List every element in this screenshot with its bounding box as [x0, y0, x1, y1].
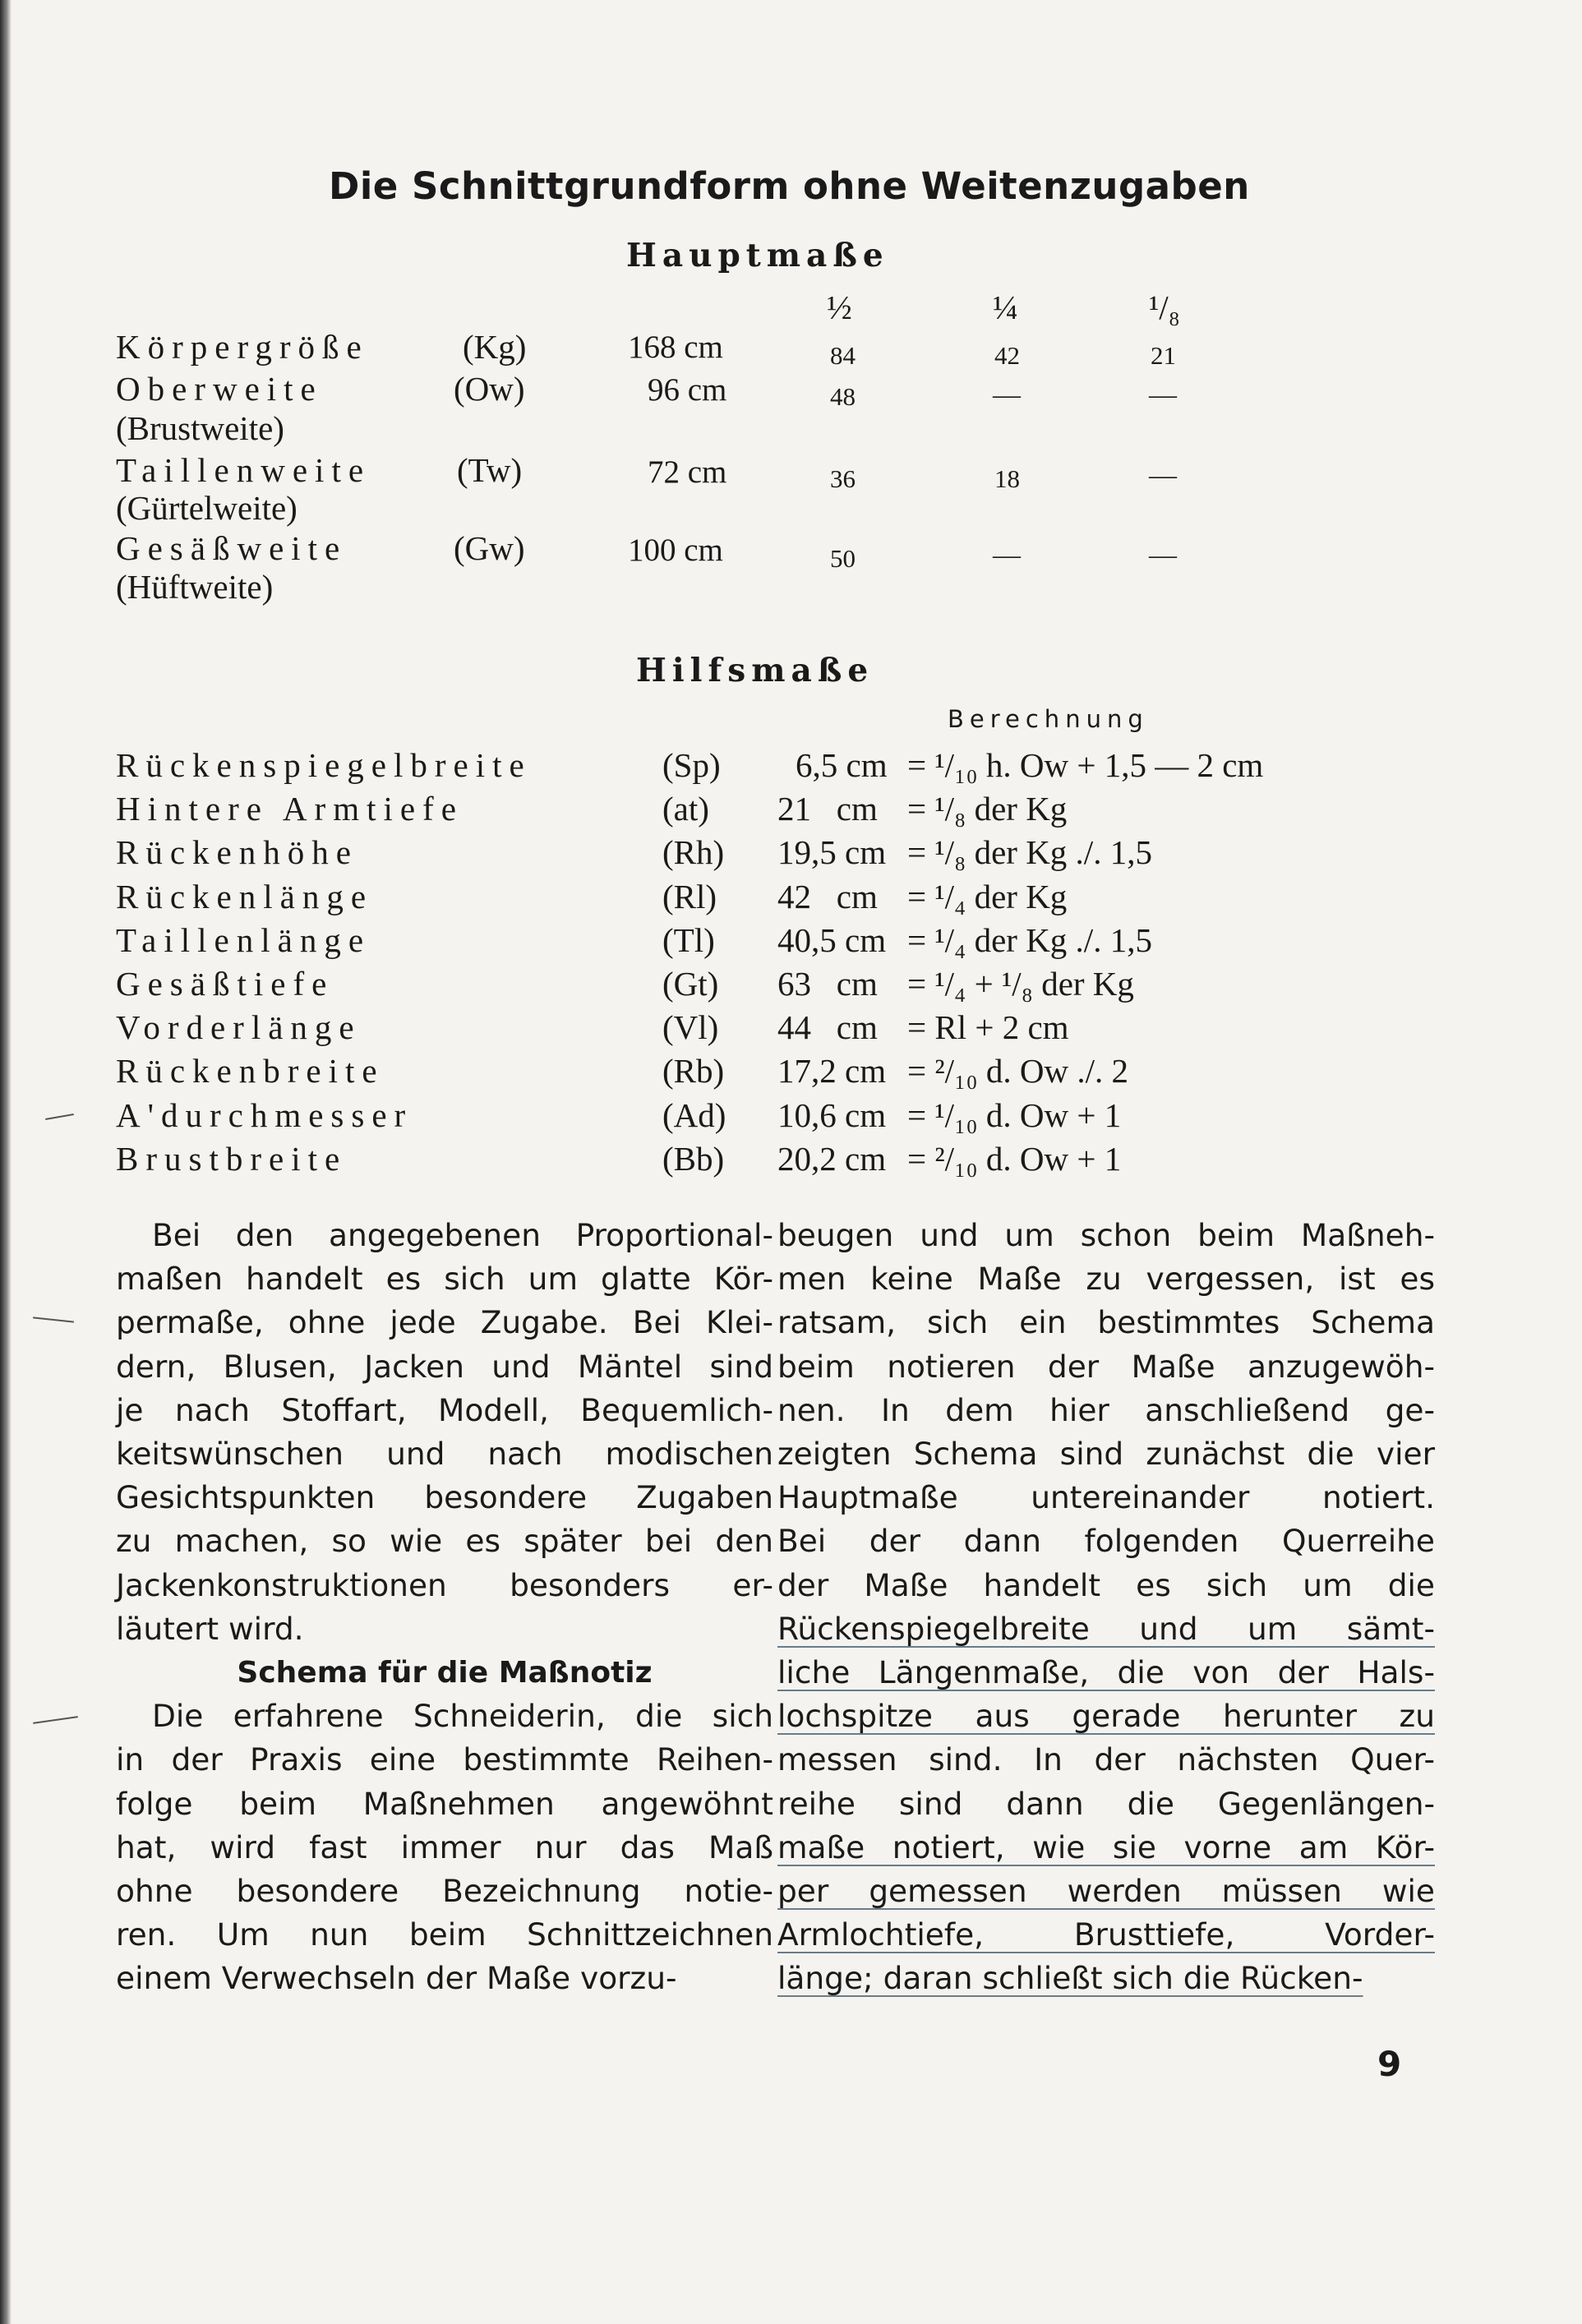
- text-line: keitswünschen und nach modischen: [116, 1436, 773, 1473]
- hilfs-row-name: Rückenhöhe: [116, 833, 358, 872]
- text-line: liche Längenmaße, die von der Hals-: [777, 1654, 1435, 1691]
- fraction-header-half: ½: [827, 288, 852, 326]
- text-line: Rückenspiegelbreite und um sämt-: [777, 1610, 1435, 1647]
- hilfs-row-abbr: (Sp): [662, 746, 721, 784]
- hilfs-row-abbr: (Rb): [662, 1052, 725, 1091]
- hilfs-row-calc: = ¹/₁₀ h. Ow + 1,5 — 2 cm: [907, 746, 1264, 784]
- section-heading: Schema für die Maßnotiz: [237, 1656, 653, 1690]
- text-line: Armlochtiefe, Brusttiefe, Vorder-: [777, 1916, 1435, 1953]
- text-line: in der Praxis eine bestimmte Reihen-: [116, 1741, 773, 1778]
- haupt-row-quarter: —: [993, 540, 1021, 570]
- haupt-row-name: Oberweite: [116, 370, 323, 408]
- haupt-row-value: 168 cm: [628, 330, 723, 365]
- hilfs-row-calc: = ¹/₄ der Kg: [907, 877, 1068, 915]
- hauptmasse-heading: Hauptmaße: [626, 237, 889, 274]
- text-line: dern, Blusen, Jacken und Mäntel sind: [116, 1348, 773, 1385]
- hilfs-row-abbr: (Tl): [662, 920, 715, 959]
- haupt-row-half: 48: [830, 382, 856, 411]
- text-line: maßen handelt es sich um glatte Kör-: [116, 1261, 773, 1298]
- page-title: Die Schnittgrundform ohne Weitenzugaben: [329, 164, 1250, 208]
- hilfs-row-calc: = ²/₁₀ d. Ow ./. 2: [907, 1052, 1129, 1091]
- text-line: Jackenkonstruktionen besonders er-: [116, 1566, 773, 1603]
- hilfs-row-name: A'durchmesser: [116, 1095, 413, 1134]
- text-line: lochspitze aus gerade herunter zu: [777, 1698, 1435, 1735]
- hilfs-row-abbr: (Gt): [662, 965, 719, 1003]
- paragraph-proportional: [116, 1214, 773, 1651]
- hilfs-row-abbr: (Vl): [662, 1008, 719, 1047]
- hilfs-row-name: Rückenspiegelbreite: [116, 746, 532, 784]
- hilfs-row-name: Brustbreite: [116, 1139, 348, 1178]
- text-line: Bei der dann folgenden Querreihe: [777, 1523, 1435, 1560]
- paragraph-schema: [777, 1214, 1435, 2001]
- text-line: der Maße handelt es sich um die: [777, 1566, 1435, 1603]
- hilfs-row-name: Hintere Armtiefe: [116, 790, 464, 828]
- text-line: ren. Um nun beim Schnittzeichnen: [116, 1916, 773, 1953]
- hilfs-row-value: 40,5 cm: [777, 920, 887, 959]
- haupt-row-abbr: (Gw): [454, 529, 525, 567]
- haupt-row-name: Taillenweite: [116, 451, 371, 489]
- haupt-row-sub: (Brustweite): [116, 409, 284, 447]
- text-line: einem Verwechseln der Maße vorzu-: [116, 1960, 677, 1997]
- fraction-header-eighth: ¹/₈: [1149, 288, 1180, 326]
- haupt-row-eighth: —: [1149, 380, 1177, 410]
- text-line: maße notiert, wie sie vorne am Kör-: [777, 1828, 1435, 1865]
- haupt-row-eighth: —: [1149, 540, 1177, 570]
- haupt-row-sub: (Gürtelweite): [116, 489, 297, 527]
- text-line: Die erfahrene Schneiderin, die sich: [152, 1698, 773, 1735]
- hilfs-row-calc: = ¹/₁₀ d. Ow + 1: [907, 1095, 1122, 1134]
- hilfs-row-abbr: (at): [662, 790, 709, 828]
- hilfs-row-abbr: (Bb): [662, 1139, 725, 1178]
- haupt-row-abbr: (Tw): [457, 451, 523, 489]
- text-line: beim notieren der Maße anzugewöh-: [777, 1348, 1435, 1385]
- margin-mark: [33, 1316, 74, 1322]
- margin-mark: [33, 1716, 78, 1724]
- haupt-row-quarter: 42: [994, 341, 1020, 370]
- haupt-row-eighth: —: [1149, 460, 1177, 491]
- text-line: Bei den angegebenen Proportional-: [152, 1217, 773, 1253]
- hilfs-row-value: 42 cm: [777, 877, 878, 915]
- text-line: beugen und um schon beim Maßneh-: [777, 1217, 1435, 1253]
- haupt-row-value: 96 cm: [648, 372, 727, 408]
- hilfs-row-calc: = ¹/₄ der Kg ./. 1,5: [907, 920, 1152, 959]
- hilfs-row-name: Rückenbreite: [116, 1052, 385, 1091]
- hilfsmasse-heading: Hilfsmaße: [636, 652, 874, 689]
- haupt-row-quarter: 18: [994, 464, 1020, 493]
- haupt-row-quarter: —: [993, 380, 1021, 410]
- haupt-row-half: 84: [830, 341, 856, 370]
- text-line: Hauptmaße untereinander notiert.: [777, 1479, 1435, 1516]
- text-line: ratsam, sich ein bestimmtes Schema: [777, 1304, 1435, 1341]
- hilfs-row-name: Vorderlänge: [116, 1008, 362, 1047]
- hilfs-row-name: Gesäßtiefe: [116, 965, 334, 1003]
- text-line: messen sind. In der nächsten Quer-: [777, 1741, 1435, 1778]
- fraction-header-quarter: ¼: [993, 288, 1018, 326]
- hilfs-row-calc: = Rl + 2 cm: [907, 1008, 1069, 1047]
- text-line: nen. In dem hier anschließend ge-: [777, 1391, 1435, 1428]
- haupt-row-eighth: 21: [1151, 341, 1176, 370]
- text-line: hat, wird fast immer nur das Maß: [116, 1828, 773, 1865]
- text-line: läutert wird.: [116, 1610, 304, 1647]
- margin-mark: [45, 1114, 74, 1120]
- hilfs-row-value: 20,2 cm: [777, 1139, 887, 1178]
- left-text-column: [116, 1214, 773, 2001]
- hilfs-row-value: 10,6 cm: [777, 1095, 887, 1134]
- haupt-row-value: 100 cm: [628, 533, 723, 568]
- text-line: je nach Stoffart, Modell, Bequemlich-: [116, 1391, 773, 1428]
- hilfs-row-calc: = ¹/₈ der Kg ./. 1,5: [907, 833, 1152, 872]
- haupt-row-abbr: (Ow): [454, 370, 525, 408]
- text-line: länge; daran schließt sich die Rücken-: [777, 1960, 1363, 1997]
- text-line: zeigten Schema sind zunächst die vier: [777, 1436, 1435, 1473]
- haupt-row-abbr: (Kg): [463, 328, 527, 366]
- haupt-row-half: 50: [830, 544, 856, 573]
- hilfs-row-calc: = ¹/₄ + ¹/₈ der Kg: [907, 965, 1134, 1003]
- hilfs-row-name: Rückenlänge: [116, 877, 374, 915]
- hilfs-row-calc: = ²/₁₀ d. Ow + 1: [907, 1139, 1122, 1178]
- hilfs-row-abbr: (Rl): [662, 877, 717, 915]
- hilfs-row-value: 21 cm: [777, 790, 878, 828]
- hilfs-row-value: 63 cm: [777, 965, 878, 1003]
- hilfs-row-value: 17,2 cm: [777, 1052, 887, 1091]
- hilfs-row-name: Taillenlänge: [116, 920, 371, 959]
- text-line: reihe sind dann die Gegenlängen-: [777, 1785, 1435, 1822]
- book-spine-shadow: [0, 0, 12, 2324]
- paragraph-schneiderin: [116, 1695, 773, 2000]
- hilfs-row-value: 44 cm: [777, 1008, 878, 1047]
- hilfs-row-value: 6,5 cm: [796, 746, 888, 784]
- text-line: men keine Maße zu vergessen, ist es: [777, 1261, 1435, 1298]
- hilfs-row-value: 19,5 cm: [777, 833, 887, 872]
- text-line: Gesichtspunkten besondere Zugaben: [116, 1479, 773, 1516]
- haupt-row-name: Gesäßweite: [116, 529, 348, 567]
- haupt-row-half: 36: [830, 464, 856, 493]
- hilfs-row-calc: = ¹/₈ der Kg: [907, 790, 1068, 828]
- text-line: ohne besondere Bezeichnung notie-: [116, 1873, 773, 1910]
- haupt-row-value: 72 cm: [648, 454, 727, 490]
- calc-column-header: Berechnung: [948, 705, 1149, 733]
- text-line: zu machen, so wie es später bei den: [116, 1523, 773, 1560]
- text-line: permaße, ohne jede Zugabe. Bei Klei-: [116, 1304, 773, 1341]
- haupt-row-name: Körpergröße: [116, 328, 369, 366]
- hilfs-row-abbr: (Ad): [662, 1095, 726, 1134]
- text-line: folge beim Maßnehmen angewöhnt: [116, 1785, 773, 1822]
- haupt-row-sub: (Hüftweite): [116, 568, 274, 606]
- hilfs-row-abbr: (Rh): [662, 833, 725, 872]
- text-line: per gemessen werden müssen wie: [777, 1873, 1435, 1910]
- page-number: 9: [1377, 2044, 1402, 2084]
- right-text-column: [777, 1214, 1435, 2001]
